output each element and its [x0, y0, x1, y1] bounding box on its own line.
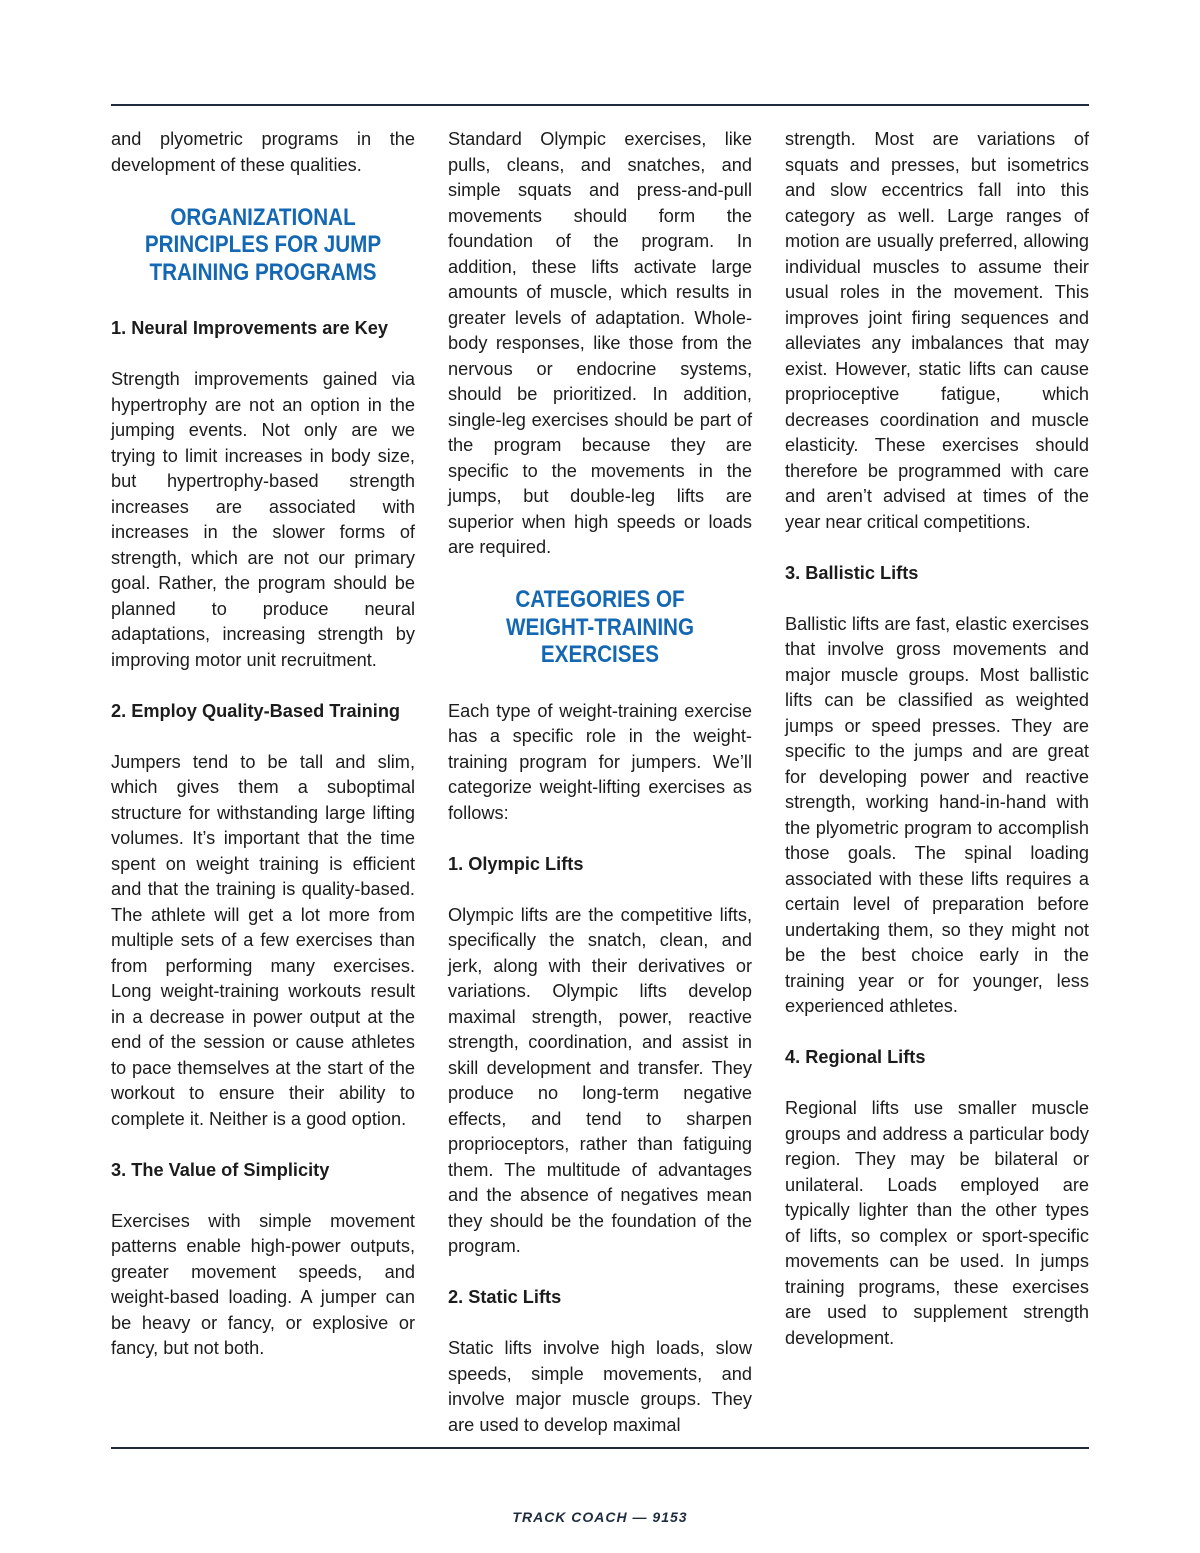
page-footer: TRACK COACH — 9153 — [512, 1509, 688, 1525]
column-1 — [111, 127, 415, 1362]
subheading-simplicity: 3. The Value of Simplicity — [111, 1159, 330, 1180]
paragraph-categories: Each type of weight-training exercise has a specific role in the weight-training program for jumpers. We’ll categorize weight-lifting exercises as follows: — [448, 700, 752, 823]
paragraph-simplicity: Exercises with simple movement patterns enable high-power outputs, greater movement speeds, and weight-based loading. A jumper can be heavy or fancy, or explosive or fancy, but not both. — [111, 1210, 415, 1358]
subheading-ballistic: 3. Ballistic Lifts — [785, 562, 919, 583]
top-rule — [111, 104, 1089, 106]
subheading-olympic: 1. Olympic Lifts — [448, 853, 584, 874]
subheading-neural: 1. Neural Improvements are Key — [111, 318, 388, 338]
paragraph-neural: Strength improvements gained via hypertrophy are not an option in the jumping events. Not only are we trying to limit increases in body size, but hypertrophy-based strength increases are associated with increases in the slower forms of strength, which are not our primary goal. Rather, the program should be planned to produce neural adaptations, increasing strength by improving motor unit recruitment. — [111, 369, 415, 670]
paragraph-quality: Jumpers tend to be tall and slim, which gives them a suboptimal structure for withstanding large lifting volumes. It’s important that the time spent on weight training is efficient and that the training is quality-based. The athlete will get a lot more from multiple sets of a few exercises than from performing many exercises. Long weight-training workouts result in a decrease in power output at the end of the session or cause athletes to pace themselves at the start of the workout to ensure their ability to complete it. Neither is a good option. — [111, 751, 415, 1129]
paragraph-regional: Regional lifts use smaller muscle groups and address a particular body region. They may be bilateral or unilateral. Loads employed are typically lighter than the other types of lifts, so complex or sport-specific movements can be used. In jumps training programs, these exercises are used to supplement strength development. — [785, 1098, 1089, 1348]
section-heading-principles: ORGANIZATIONAL PRINCIPLES FOR JUMP TRAINING PROGRAMS — [144, 203, 382, 286]
subheading-quality: 2. Employ Quality-Based Training — [111, 700, 401, 721]
col3-intro: strength. Most are variations of squats and presses, but isometrics and slow eccentrics fall into this category as well. Large ranges of motion are usually preferred, allowing individual muscles to assume their usual roles in the movement. This improves joint firing sequences and alleviates any imbalances that may exist. However, static lifts can cause proprioceptive fatigue, which decreases coordination and muscle elasticity. These exercises should therefore be programmed with care and aren’t advised at times of the year near critical competitions. — [785, 129, 1089, 532]
col2-intro: Standard Olympic exercises, like pulls, cleans, and snatches, and simple squats and press-and-pull movements should form the foundation of the program. In addition, these lifts activate large amounts of muscle, which results in greater levels of adaptation. Whole-body responses, like those from the nervous or endocrine systems, should be prioritized. In addition, single-leg exercises should be part of the program because they are specific to the movements in the jumps, but double-leg lifts are superior when high speeds or loads are required. — [448, 129, 752, 557]
paragraph-static: Static lifts involve high loads, slow speeds, simple movements, and involve major muscle groups. They are used to develop maximal — [448, 1338, 752, 1435]
bottom-rule — [111, 1447, 1089, 1449]
paragraph-ballistic: Ballistic lifts are fast, elastic exercises that involve gross movements and major muscle groups. Most ballistic lifts can be classified as weighted jumps or speed presses. They are specific to the jumps and are great for developing power and reactive strength, working hand-in-hand with the plyometric program to accomplish those goals. The spinal loading associated with these lifts requires a certain level of preparation before undertaking them, so they might not be the best choice early in the training year or for younger, less experienced athletes. — [785, 613, 1089, 1016]
paragraph-olympic: Olympic lifts are the competitive lifts, specifically the snatch, clean, and jerk, along with their derivatives or variations. Olympic lifts develop maximal strength, power, reactive strength, coordination, and assist in skill development and transfer. They produce no long-term negative effects, and tend to sharpen proprioceptors, rather than fatiguing them. The multitude of advantages and the absence of negatives mean they should be the foundation of the program. — [448, 904, 752, 1256]
column-2 — [448, 127, 752, 1438]
col1-intro: and plyometric programs in the development of these qualities. — [111, 129, 415, 175]
subheading-regional: 4. Regional Lifts — [785, 1047, 926, 1067]
section-heading-categories: CATEGORIES OF WEIGHT-TRAINING EXERCISES — [505, 586, 695, 668]
subheading-static: 2. Static Lifts — [448, 1287, 562, 1307]
column-3 — [785, 127, 1089, 1351]
